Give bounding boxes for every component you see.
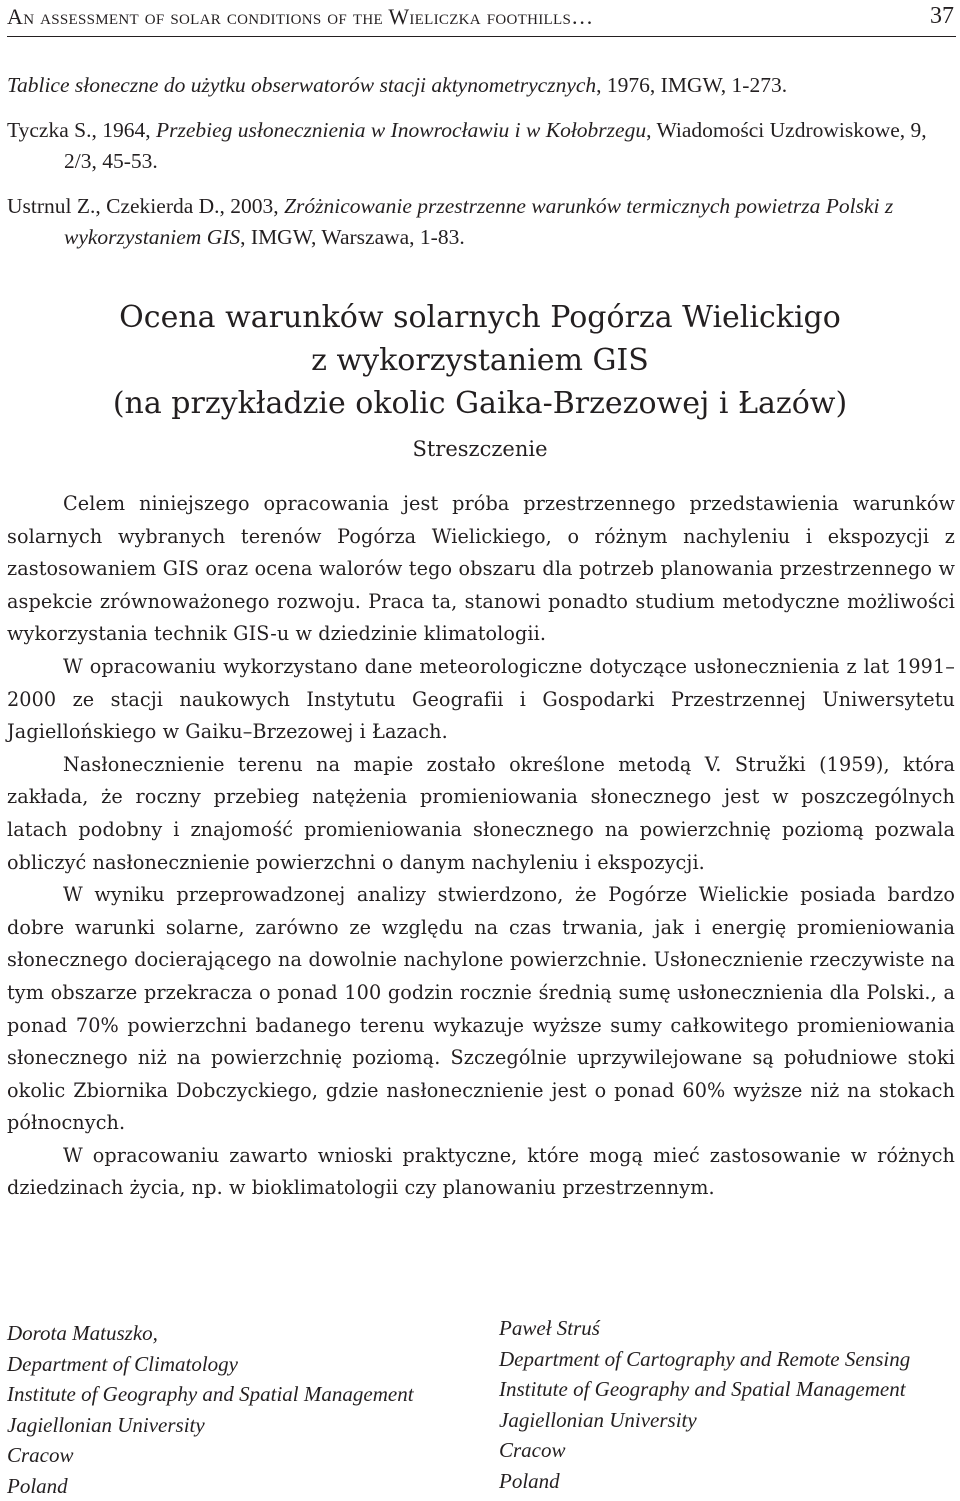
reference-title: Przebieg usłonecznienia w Inowrocławiu i w Kołobrzegu [156,118,646,142]
reference-authors: Tyczka S., 1964, [7,118,156,142]
abstract-title-line: (na przykładzie okolic Gaika-Brzezowej i Łazów) [0,382,960,425]
abstract-paragraph: W opracowaniu zawarto wnioski praktyczne, które mogą mieć zastosowanie w różnych dziedzinach życia, np. w bioklimatologii czy planowaniu przestrzennym. [7,1140,955,1205]
abstract-paragraph: W opracowaniu wykorzystano dane meteorologiczne dotyczące usłonecznienia z lat 1991–2000 ze stacji naukowych Instytutu Geografii i Gospodarki Przestrzennej Uniwersytetu Jagiellońskiego w Gaiku–Brzezowej i Łazach. [7,651,955,749]
reference-item [7,191,957,253]
reference-source: , Wiadomości Uzdrowiskowe, 9, 2/3, 45-53. [64,118,927,173]
reference-list [7,70,957,267]
reference-title: Tablice słoneczne do użytku obserwatorów stacji aktynometrycznych [7,73,596,97]
author-name: Paweł Struś [499,1313,910,1344]
running-title: An assessment of solar conditions of the Wieliczka foothills… [7,4,593,36]
reference-source: , IMGW, Warszawa, 1-83. [240,225,465,249]
author-department: Department of Cartography and Remote Sensing [499,1344,910,1375]
abstract-paragraph: Nasłonecznienie terenu na mapie zostało określone metodą V. Stružki (1959), która zakłada, że roczny przebieg natężenia promieniowania słonecznego jest w poszczególnych latach podobny i znajomość promieniowania słonecznego na powierzchnię poziomą pozwala obliczyć nasłonecznienie powierzchni o danym nachyleniu i ekspozycji. [7,749,955,879]
author-city: Cracow [499,1435,910,1466]
page-number: 37 [930,3,956,36]
reference-item [7,70,957,101]
abstract-paragraph: W wyniku przeprowadzonej analizy stwierdzono, że Pogórze Wielickie posiada bardzo dobre warunki solarne, zarówno ze względu na czas trwania, jak i energię promieniowania słonecznego docierającego na dowolnie nachylone powierzchnie. Usłonecznienie rzeczywiste na tym obszarze przekracza o ponad 100 godzin rocznie średnią sumę usłonecznienia dla Polski., a ponad 70% powierzchni badanego terenu wykazuje wyższe sumy całkowitego promieniowania słonecznego niż na powierzchnię poziomą. Szczególnie uprzywilejowane są południowe stoki okolic Zbiornika Dobczyckiego, gdzie nasłonecznienie jest o ponad 60% wyższe niż na stokach północnych. [7,879,955,1140]
abstract-title-line: z wykorzystaniem GIS [0,339,960,382]
author-country: Poland [7,1471,414,1501]
abstract-body [7,488,955,1205]
abstract-title-line: Ocena warunków solarnych Pogórza Wielickigo [0,296,960,339]
author-country: Poland [499,1466,910,1497]
abstract-heading: Streszczenie [0,437,960,461]
author-institute: Institute of Geography and Spatial Management [7,1379,414,1410]
reference-authors: Ustrnul Z., Czekierda D., 2003, [7,194,284,218]
abstract-paragraph: Celem niniejszego opracowania jest próba przestrzennego przedstawienia warunków solarnych wybranych terenów Pogórza Wielickiego, o różnym nachyleniu i ekspozycji z zastosowaniem GIS oraz ocena walorów tego obszaru dla potrzeb planowania przestrzennego w aspekcie zrównoważonego rozwoju. Praca ta, stanowi ponadto studium metodyczne możliwości wykorzystania technik GIS-u w dziedzinie klimatologii. [7,488,955,651]
author-university: Jagiellonian University [7,1410,414,1441]
author-department: Department of Climatology [7,1349,414,1380]
abstract-title [0,296,960,425]
reference-item [7,115,957,177]
author-institute: Institute of Geography and Spatial Management [499,1374,910,1405]
author-affiliation-right [499,1313,910,1496]
reference-title: Zróżnicowanie przestrzenne warunków termicznych powietrza Polski z wykorzystaniem GIS [64,194,893,249]
author-name: Dorota Matuszko, [7,1318,414,1349]
author-university: Jagiellonian University [499,1405,910,1436]
author-city: Cracow [7,1440,414,1471]
reference-source: , 1976, IMGW, 1-273. [596,73,787,97]
running-header [7,2,956,37]
author-affiliation-left [7,1318,414,1501]
